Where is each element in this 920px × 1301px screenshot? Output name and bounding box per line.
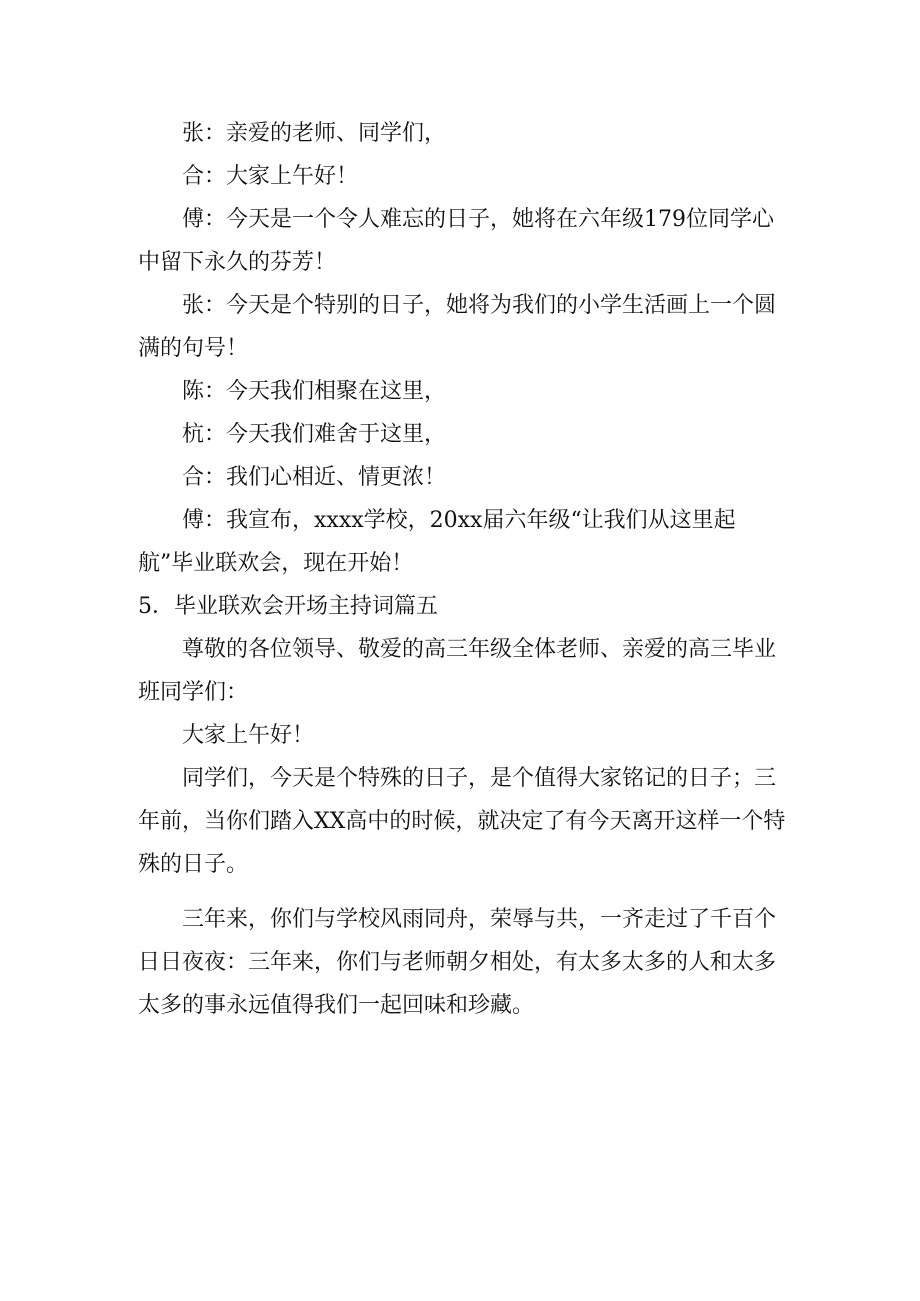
document-body: [138, 112, 788, 1027]
paragraph: 陈：今天我们相聚在这里，: [182, 379, 447, 404]
paragraph: 大家上午好！: [182, 723, 315, 748]
paragraph: 合：大家上午好！: [182, 164, 359, 189]
paragraph: 同学们，今天是个特殊的日子，是个值得大家铭记的日子；三年前，当你们踏入XX高中的时候，就决定了有今天离开这样一个特殊的日子。: [138, 766, 786, 877]
paragraph: 张：亲爱的老师、同学们，: [182, 121, 447, 146]
paragraph: 杭：今天我们难舍于这里，: [182, 422, 447, 447]
paragraph: 傅：我宣布，xxxx学校，20xx届六年级“让我们从这里起航”毕业联欢会，现在开始！: [138, 508, 736, 576]
paragraph: 合：我们心相近、情更浓！: [182, 465, 447, 490]
paragraph-spacer: [138, 886, 788, 898]
paragraph: 尊敬的各位领导、敬爱的高三年级全体老师、亲爱的高三毕业班同学们：: [138, 637, 777, 705]
paragraph: 傅：今天是一个令人难忘的日子，她将在六年级179位同学心中留下永久的芬芳！: [138, 207, 774, 275]
paragraph: 三年来，你们与学校风雨同舟，荣辱与共，一齐走过了千百个日日夜夜：三年来，你们与老师朝夕相处，有太多太多的人和太多太多的事永远值得我们一起回味和珍藏。: [138, 907, 777, 1018]
paragraph: 张：今天是个特别的日子，她将为我们的小学生活画上一个圆满的句号！: [138, 293, 777, 361]
section-heading: 5．毕业联欢会开场主持词篇五: [138, 594, 438, 619]
